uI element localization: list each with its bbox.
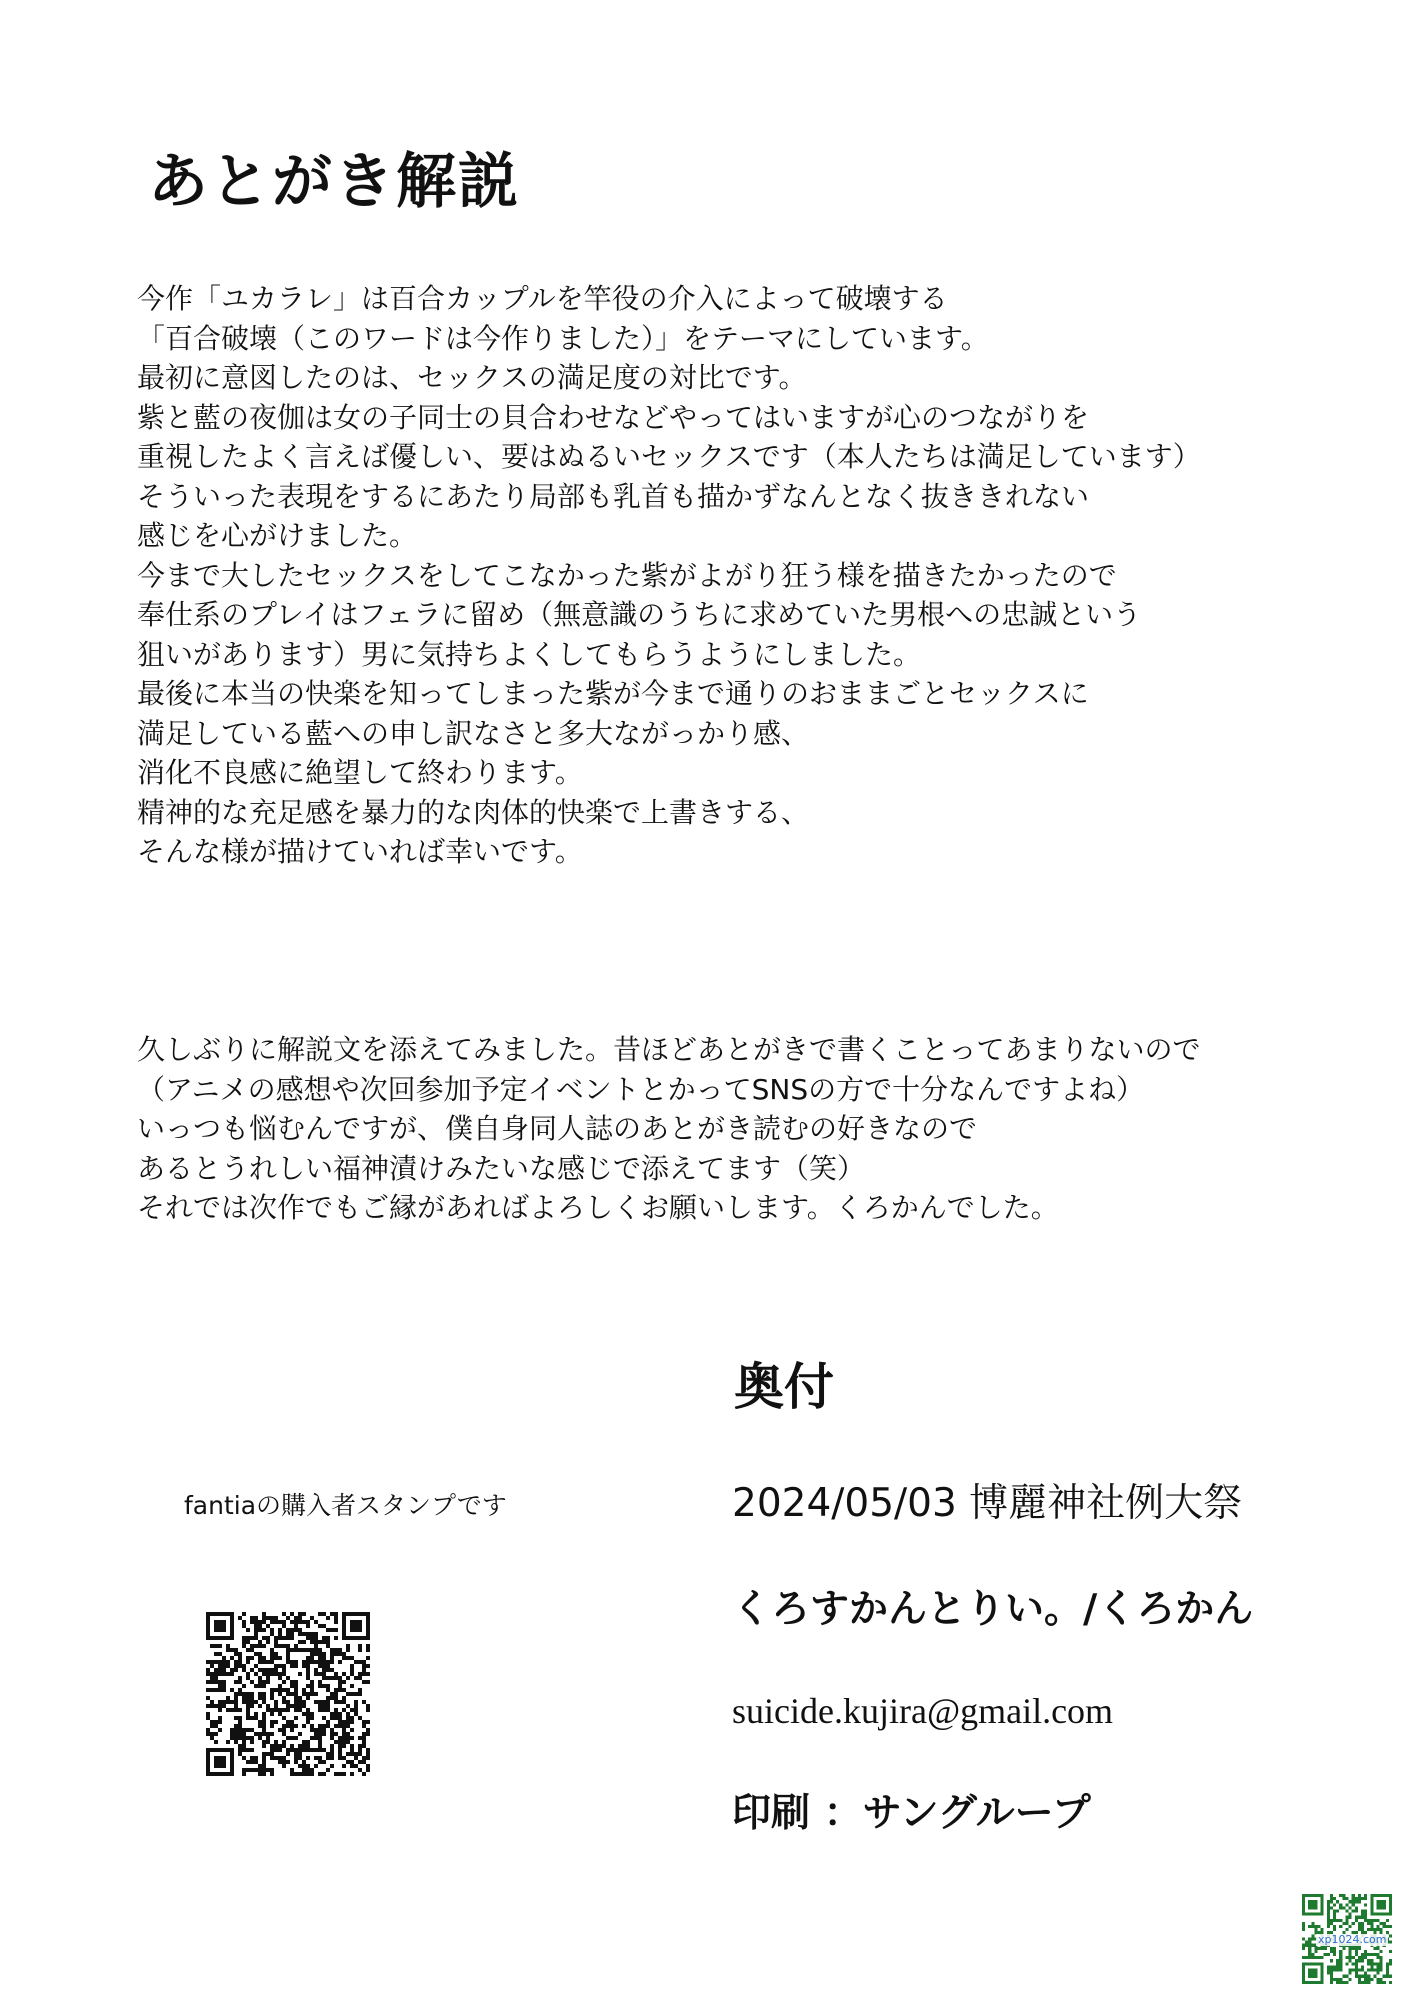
qr-code[interactable]: [206, 1612, 370, 1776]
commentary-line: そんな様が描けていれば幸いです。: [137, 835, 583, 868]
afterword-line: それでは次作でもご縁があればよろしくお願いします。くろかんでした。: [137, 1191, 1059, 1224]
commentary-line: 重視したよく言えば優しい、要はぬるいセックスです（本人たちは満足しています）: [137, 440, 1201, 473]
colophon-printer: 印刷 ：サングループ: [732, 1791, 1091, 1836]
commentary-line: 消化不良感に絶望して終わります。: [137, 756, 583, 789]
colophon-date-event: 2024/05/03 博麗神社例大祭: [732, 1481, 1243, 1526]
commentary-line: 最後に本当の快楽を知ってしまった紫が今まで通りのおままごとセックスに: [137, 677, 1089, 710]
afterword-line: 久しぶりに解説文を添えてみました。昔ほどあとがきで書くことってあまりないので: [137, 1033, 1201, 1066]
commentary-line: 奉仕系のプレイはフェラに留め（無意識のうちに求めていた男根への忠誠という: [137, 598, 1142, 631]
commentary-line: 「百合破壊（このワードは今作りました）」をテーマにしています。: [137, 321, 989, 355]
commentary-line: 最初に意図したのは、セックスの満足度の対比です。: [137, 361, 807, 394]
watermark-qr[interactable]: [1302, 1894, 1392, 1992]
colophon-email: suicide.kujira@gmail.com: [732, 1691, 1114, 1731]
commentary-line: 精神的な充足感を暴力的な肉体的快楽で上書きする、: [137, 795, 810, 829]
stamp-caption: fantiaの購入者スタンプです: [184, 1491, 507, 1520]
commentary-line: 満足している藍への申し訳なさと多大ながっかり感、: [137, 716, 810, 750]
commentary-line: 今まで大したセックスをしてこなかった紫がよがり狂う様を描きたかったので: [137, 558, 1117, 592]
page-title: あとがき解説: [148, 147, 520, 217]
watermark-text: xp1024.com: [1318, 1933, 1387, 1946]
commentary-block: [137, 279, 1201, 872]
commentary-line: 紫と藍の夜伽は女の子同士の貝合わせなどやってはいますが心のつながりを: [137, 400, 1090, 434]
afterword-line: いっつも悩むんですが、僕自身同人誌のあとがき読むの好きなので: [137, 1112, 978, 1145]
afterword-line: あるとうれしい福神漬けみたいな感じで添えてます（笑）: [137, 1151, 866, 1185]
commentary-line: 感じを心がけました。: [137, 519, 418, 552]
qr-code-icon: [206, 1612, 370, 1776]
afterword-block: [137, 1030, 1200, 1228]
commentary-line: 今作「ユカラレ」は百合カップルを竿役の介入によって破壊する: [137, 282, 948, 315]
commentary-line: 狙いがあります）男に気持ちよくしてもらうようにしました。: [137, 637, 922, 671]
afterword-line: （アニメの感想や次回参加予定イベントとかってSNSの方で十分なんですよね）: [137, 1072, 1145, 1106]
commentary-line: そういった表現をするにあたり局部も乳首も描かずなんとなく抜ききれない: [137, 479, 1090, 513]
colophon-heading: 奥付: [734, 1358, 834, 1416]
colophon-circle-author: くろすかんとりい。/くろかん: [732, 1587, 1254, 1632]
